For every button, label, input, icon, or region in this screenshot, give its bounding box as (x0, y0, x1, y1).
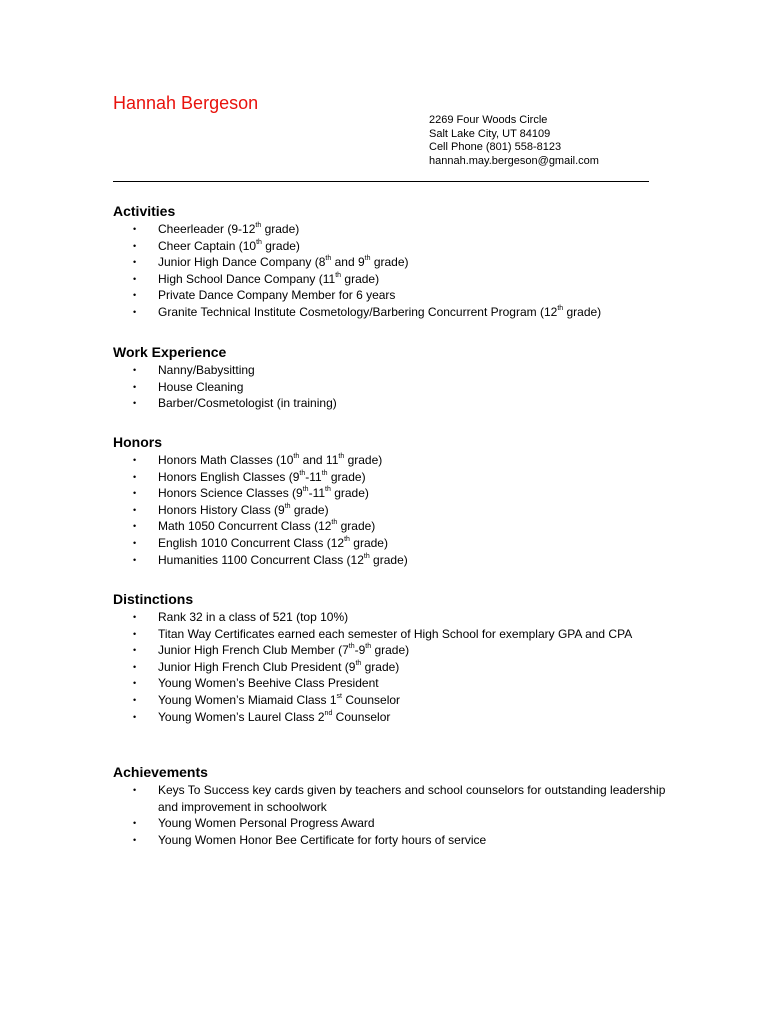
ordinal-suffix: th (335, 271, 342, 279)
bullet-icon: • (133, 455, 137, 465)
list-item-text (158, 610, 348, 624)
list-item (113, 815, 673, 832)
text-segment: Young Women’s Laurel Class 2 (158, 709, 325, 724)
list-item-text (158, 239, 300, 253)
section-distinctions (113, 591, 673, 725)
text-segment: Humanities 1100 Concurrent Class (12 (158, 552, 364, 567)
bullet-icon: • (133, 273, 137, 284)
header-divider (113, 181, 649, 182)
list-item-text (158, 288, 395, 302)
section-activities (113, 203, 673, 321)
section-heading: Distinctions (113, 591, 194, 607)
text-segment: Honors Math Classes (10 (158, 453, 294, 467)
bullet-icon: • (133, 645, 137, 656)
bullet-icon: • (133, 628, 137, 639)
bullet-icon: • (133, 554, 137, 565)
text-segment: grade) (261, 222, 300, 236)
list-item-text (158, 503, 329, 517)
list-item (113, 395, 673, 412)
text-segment: grade) (563, 304, 602, 319)
list-item (113, 832, 673, 849)
ordinal-suffix: th (331, 519, 338, 527)
text-segment: and 9 (331, 255, 365, 270)
text-segment: grade) (349, 535, 388, 550)
list-item-text (158, 255, 409, 269)
text-segment: Young Women’s Beehive Class President (158, 676, 379, 691)
bullet-icon: • (133, 398, 137, 409)
text-segment: Rank 32 in a class of 521 (top 10%) (158, 610, 349, 624)
list-item (113, 709, 673, 726)
bullet-icon: • (133, 711, 137, 722)
text-segment: Counselor (332, 709, 391, 724)
bullet-icon: • (133, 694, 137, 705)
text-segment: Titan Way Certificates earned each semester of High School for exemplary GPA and CPA (158, 626, 633, 641)
city-state-zip: Salt Lake City, UT 84109 (429, 127, 551, 140)
text-segment: grade) (371, 643, 410, 658)
section-heading: Work Experience (113, 344, 227, 360)
list-item (113, 485, 673, 502)
list-item-text (158, 833, 486, 847)
applicant-name: Hannah Bergeson (113, 93, 259, 113)
list-item-text (158, 305, 601, 319)
list-item (113, 642, 673, 659)
list-item-text (158, 519, 375, 533)
list-item-text (158, 816, 375, 830)
text-segment: Young Women Personal Progress Award (158, 816, 375, 831)
ordinal-suffix: th (365, 643, 372, 651)
bullet-icon: • (133, 381, 137, 392)
list-item (113, 287, 673, 304)
bullet-icon: • (133, 240, 137, 251)
bullet-icon: • (133, 488, 137, 499)
list-item-text (158, 627, 632, 641)
section-achievements (113, 764, 673, 848)
list-item (113, 254, 673, 271)
text-segment: and 11 (299, 453, 339, 467)
bullet-icon: • (133, 661, 137, 672)
list-item (113, 221, 673, 238)
text-segment: Barber/Cosmetologist (in training) (158, 396, 337, 411)
list-item-text (158, 396, 337, 410)
text-segment: grade) (290, 502, 329, 517)
list-item-text (158, 553, 408, 567)
list-item (113, 469, 673, 486)
list-item (113, 238, 673, 255)
bullet-icon: • (133, 834, 137, 845)
bullet-icon: • (133, 257, 137, 268)
text-segment: -9 (354, 643, 366, 658)
text-segment: grade) (330, 486, 369, 501)
text-segment: grade) (344, 453, 383, 467)
list-item (113, 379, 673, 396)
ordinal-suffix: th (364, 255, 371, 263)
text-segment: Granite Technical Institute Cosmetology/Barbering Concurrent Program (12 (158, 304, 558, 319)
list-item-text (158, 660, 399, 674)
bullet-list (113, 221, 673, 321)
list-item (113, 271, 673, 288)
section-work-experience (113, 344, 673, 412)
ordinal-suffix: th (302, 486, 309, 494)
list-item-text (158, 470, 366, 484)
bullet-icon: • (133, 224, 137, 234)
bullet-icon: • (133, 678, 137, 689)
text-segment: grade) (369, 552, 408, 567)
text-segment: -11 (308, 486, 326, 501)
list-item (113, 659, 673, 676)
ordinal-suffix: th (293, 453, 300, 460)
list-item (113, 782, 673, 815)
cell-phone: Cell Phone (801) 558-8123 (429, 141, 562, 153)
ordinal-suffix: th (348, 643, 355, 651)
text-segment: grade) (361, 659, 400, 674)
list-item (113, 362, 673, 379)
list-item (113, 535, 673, 552)
text-segment: English 1010 Concurrent Class (12 (158, 535, 345, 550)
list-item-text (158, 222, 299, 236)
text-segment: grade) (261, 238, 300, 253)
list-item-text (158, 643, 409, 657)
list-item-text (158, 486, 369, 500)
section-heading: Achievements (113, 764, 208, 780)
bullet-list (113, 609, 673, 725)
text-segment: Honors English Classes (9 (158, 469, 300, 484)
list-item-text (158, 783, 665, 814)
bullet-icon: • (133, 365, 137, 375)
ordinal-suffix: th (557, 304, 564, 312)
ordinal-suffix: th (344, 535, 350, 543)
text-segment: -11 (305, 469, 322, 484)
list-item (113, 502, 673, 519)
ordinal-suffix: th (299, 469, 306, 477)
section-heading: Honors (113, 434, 162, 450)
bullet-icon: • (133, 785, 137, 795)
list-item-text (158, 380, 243, 394)
ordinal-suffix: th (256, 238, 262, 246)
street-address: 2269 Four Woods Circle (429, 114, 548, 126)
list-item (113, 304, 673, 321)
text-segment: grade) (327, 469, 366, 484)
text-segment: High School Dance Company (11 (158, 271, 336, 286)
list-item-text (158, 710, 390, 724)
bullet-icon: • (133, 504, 137, 515)
list-item (113, 518, 673, 535)
bullet-list (113, 452, 673, 568)
list-item-text (158, 272, 379, 286)
email-address: hannah.may.bergeson@gmail.com (429, 154, 599, 167)
text-segment: Young Women Honor Bee Certificate for forty hours of service (158, 832, 487, 847)
text-segment: Cheerleader (9-12 (158, 222, 256, 236)
list-item-text (158, 363, 255, 377)
text-segment: Junior High French Club President (9 (158, 659, 356, 674)
bullet-icon: • (133, 521, 137, 532)
text-segment: Math 1050 Concurrent Class (12 (158, 519, 332, 534)
list-item (113, 692, 673, 709)
text-segment: Nanny/Babysitting (158, 363, 255, 377)
list-item-text (158, 453, 382, 467)
list-item (113, 609, 673, 626)
ordinal-suffix: th (338, 453, 345, 460)
bullet-icon: • (133, 612, 137, 622)
text-segment: Cheer Captain (10 (158, 238, 257, 253)
ordinal-suffix: st (336, 692, 342, 700)
bullet-icon: • (133, 537, 137, 548)
list-item (113, 452, 673, 469)
list-item (113, 552, 673, 569)
ordinal-suffix: th (363, 552, 370, 560)
bullet-list (113, 362, 673, 412)
text-segment: grade) (370, 255, 409, 270)
section-heading: Activities (113, 203, 176, 219)
list-item (113, 675, 673, 692)
text-segment: Private Dance Company Member for 6 years (158, 288, 396, 303)
text-segment: Counselor (342, 692, 401, 707)
ordinal-suffix: th (255, 222, 262, 229)
contact-block (429, 114, 599, 168)
ordinal-suffix: th (325, 255, 332, 263)
list-item-text (158, 676, 379, 690)
text-segment: Young Women’s Miamaid Class 1 (158, 692, 337, 707)
ordinal-suffix: th (321, 469, 328, 477)
text-segment: grade) (337, 519, 376, 534)
ordinal-suffix: th (325, 486, 331, 494)
list-item-text (158, 693, 400, 707)
text-segment: grade) (341, 271, 380, 286)
bullet-icon: • (133, 306, 137, 317)
bullet-list (113, 782, 673, 848)
list-item (113, 626, 673, 643)
text-segment: Junior High Dance Company (8 (158, 255, 326, 270)
ordinal-suffix: nd (324, 709, 333, 717)
list-item-text (158, 536, 388, 550)
bullet-icon: • (133, 290, 137, 301)
ordinal-suffix: th (284, 502, 291, 510)
text-segment: Keys To Success key cards given by teachers and school counselors for outstanding leadership and improvement in schoolwork (158, 783, 666, 814)
bullet-icon: • (133, 471, 137, 482)
text-segment: House Cleaning (158, 379, 244, 394)
bullet-icon: • (133, 818, 137, 829)
section-honors (113, 434, 673, 568)
text-segment: Junior High French Club Member (7 (158, 643, 349, 658)
text-segment: Honors History Class (9 (158, 502, 285, 517)
ordinal-suffix: th (355, 659, 362, 667)
text-segment: Honors Science Classes (9 (158, 486, 303, 501)
